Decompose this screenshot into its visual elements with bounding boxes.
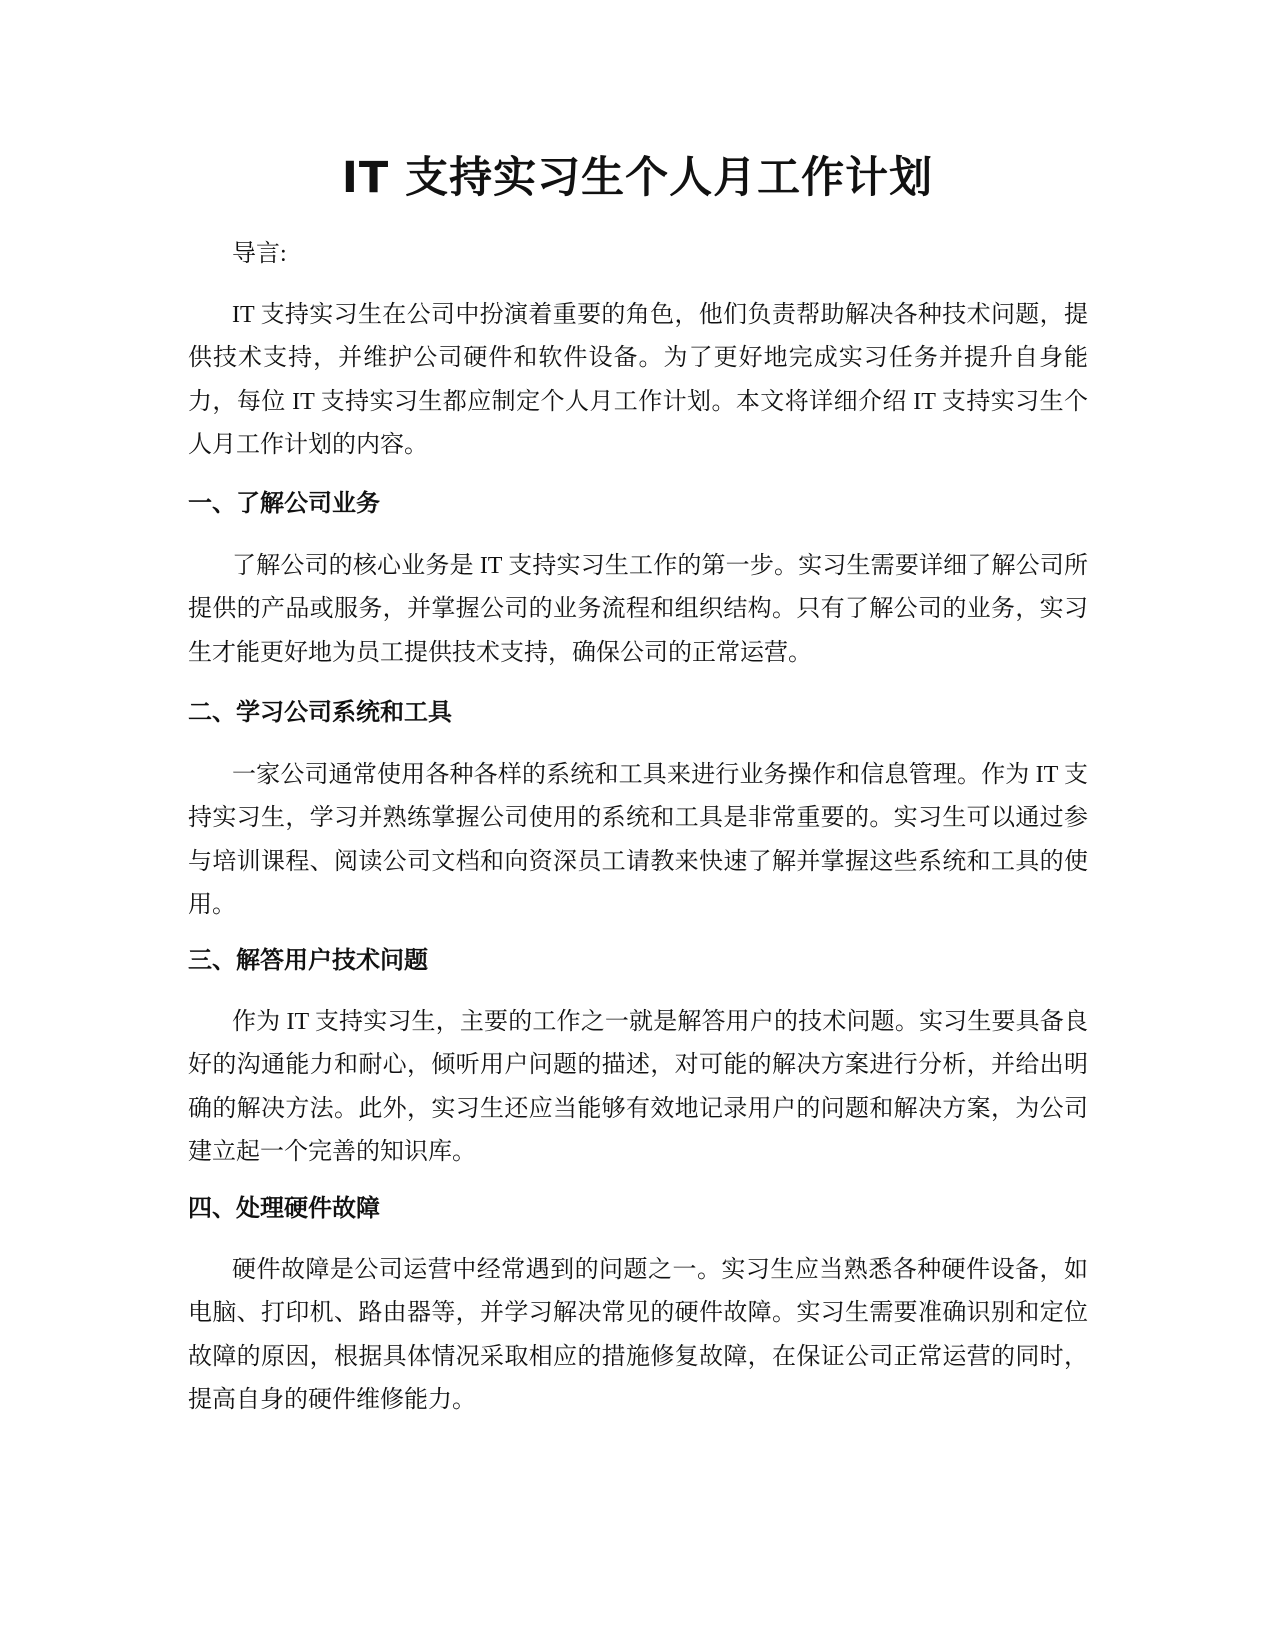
section-body-1: 了解公司的核心业务是 IT 支持实习生工作的第一步。实习生需要详细了解公司所提供的产品或服务，并掌握公司的业务流程和组织结构。只有了解公司的业务，实习生才能更好地为员工提供技术支持，确保公司的正常运营。 (188, 553, 1088, 666)
section-body-2: 一家公司通常使用各种各样的系统和工具来进行业务操作和信息管理。作为 IT 支持实习生，学习并熟练掌握公司使用的系统和工具是非常重要的。实习生可以通过参与培训课程、阅读公司文档和向资深员工请教来快速了解并掌握这些系统和工具的使用。 (188, 762, 1088, 918)
section-body-3: 作为 IT 支持实习生，主要的工作之一就是解答用户的技术问题。实习生要具备良好的沟通能力和耐心，倾听用户问题的描述，对可能的解决方案进行分析，并给出明确的解决方法。此外，实习生还应当能够有效地记录用户的问题和解决方案，为公司建立起一个完善的知识库。 (188, 1009, 1088, 1165)
section-heading-3: 三、解答用户技术问题 (188, 946, 428, 974)
section-heading-4: 四、处理硬件故障 (188, 1194, 380, 1222)
section-heading-2: 二、学习公司系统和工具 (188, 698, 452, 726)
intro-paragraph: IT 支持实习生在公司中扮演着重要的角色，他们负责帮助解决各种技术问题，提供技术支持，并维护公司硬件和软件设备。为了更好地完成实习任务并提升自身能力，每位 IT 支持实习生都应制定个人月工作计划。本文将详细介绍 IT 支持实习生个人月工作计划的内容。 (188, 302, 1088, 458)
intro-label: 导言: (232, 241, 287, 267)
section-heading-1: 一、了解公司业务 (188, 489, 380, 517)
document-title: IT 支持实习生个人月工作计划 (341, 153, 934, 203)
section-body-4: 硬件故障是公司运营中经常遇到的问题之一。实习生应当熟悉各种硬件设备，如电脑、打印机、路由器等，并学习解决常见的硬件故障。实习生需要准确识别和定位故障的原因，根据具体情况采取相应的措施修复故障，在保证公司正常运营的同时，提高自身的硬件维修能力。 (188, 1257, 1088, 1413)
